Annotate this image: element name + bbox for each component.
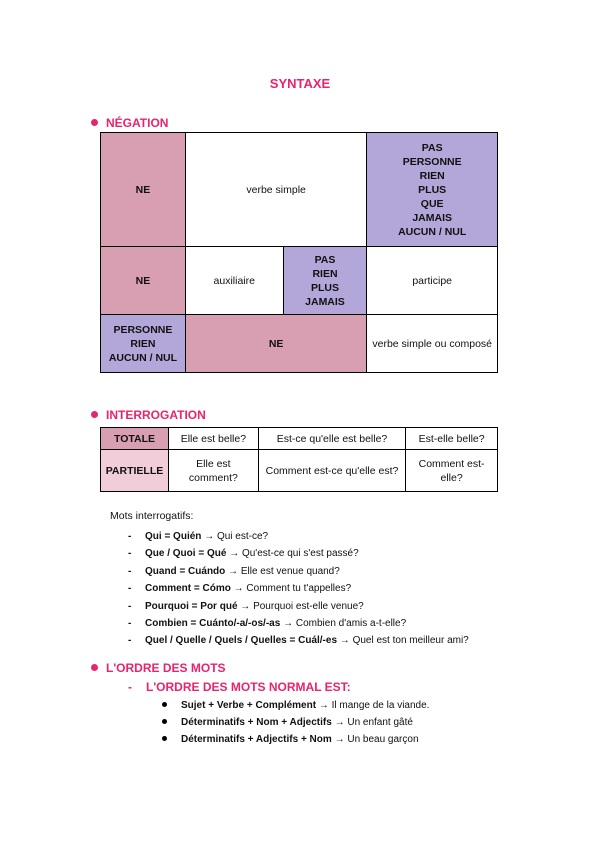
item-term: Quand = Cuándo (145, 565, 226, 577)
neg-r1-ne: NE (101, 133, 186, 247)
section-ordre-heading (91, 661, 226, 675)
ordre-heading-text: L'ORDRE DES MOTS (106, 661, 226, 675)
dash-marker: - (128, 565, 132, 577)
item-example: Elle est venue quand? (240, 565, 340, 577)
item-term: Comment = Cómo (145, 583, 231, 595)
list-item (162, 697, 429, 714)
interrogative-words-list (128, 528, 469, 650)
dash-marker: - (128, 548, 132, 560)
item-term: Pourquoi = Por qué (145, 600, 238, 612)
list-item (128, 580, 469, 597)
dash-marker: - (128, 617, 132, 629)
bullet-dot-icon (91, 411, 98, 418)
neg-r2-aux: auxiliaire (185, 247, 283, 315)
item-example: Comment tu t'appelles? (246, 583, 352, 595)
neg-r3-verb: verbe simple ou composé (367, 315, 498, 373)
list-item (128, 545, 469, 562)
item-example: Qui est-ce? (216, 531, 269, 542)
item-term: Quel / Quelle / Quels / Quelles = Cuál/-es (145, 635, 338, 647)
dash-marker: - (128, 635, 132, 647)
arrow-icon: → (283, 617, 294, 629)
dash-marker: - (128, 680, 132, 694)
list-item (162, 731, 429, 748)
interrogation-heading-text: INTERROGATION (106, 408, 206, 422)
neg-r2-ne: NE (101, 247, 186, 315)
ordre-subheading (128, 680, 351, 694)
bullet-dot-icon (162, 736, 167, 741)
neg-word: QUE (420, 197, 444, 210)
item-example: Qu'est-ce qui s'est passé? (241, 548, 359, 560)
neg-r1-words (367, 133, 498, 247)
interro-cell: Elle est comment? (168, 450, 258, 492)
item-term: Déterminatifs + Adjectifs + Nom (181, 734, 332, 745)
neg-word: AUCUN / NUL (108, 351, 178, 364)
item-example: Un beau garçon (347, 734, 419, 745)
neg-word: PERSONNE (113, 323, 173, 336)
neg-word: PLUS (310, 281, 339, 294)
neg-r2-words (283, 247, 367, 315)
interro-cell: Comment est-ce qu'elle est? (258, 450, 405, 492)
arrow-icon: → (339, 635, 350, 647)
neg-r2-participle: participe (367, 247, 498, 315)
neg-word: PAS (421, 141, 443, 154)
neg-word: PAS (314, 253, 336, 266)
neg-word: RIEN (419, 169, 445, 182)
ordre-subheading-text: L'ORDRE DES MOTS NORMAL EST: (146, 680, 351, 694)
interro-cell: Est-elle belle? (406, 428, 498, 450)
negation-heading-text: NÉGATION (106, 116, 169, 130)
interro-label-totale: TOTALE (101, 428, 169, 450)
item-term: Déterminatifs + Nom + Adjectifs (181, 717, 332, 728)
arrow-icon: → (240, 600, 251, 612)
item-example: Il mange de la viande. (331, 700, 430, 711)
page-title: SYNTAXE (269, 76, 331, 91)
dash-marker: - (128, 583, 132, 595)
item-term: Combien = Cuánto/-a/-os/-as (145, 617, 281, 629)
arrow-icon: → (204, 531, 215, 542)
interro-cell: Elle est belle? (168, 428, 258, 450)
arrow-icon: → (228, 565, 239, 577)
neg-word: PLUS (418, 183, 447, 196)
arrow-icon: → (334, 717, 345, 728)
list-item (162, 714, 429, 731)
interro-cell: Est-ce qu'elle est belle? (258, 428, 405, 450)
item-term: Qui = Quién (145, 531, 202, 542)
arrow-icon: → (229, 548, 240, 560)
negation-table (100, 132, 498, 373)
interro-label-partielle: PARTIELLE (101, 450, 169, 492)
bullet-dot-icon (91, 664, 98, 671)
list-item (128, 632, 469, 649)
list-item (128, 563, 469, 580)
section-interrogation-heading (91, 408, 206, 422)
arrow-icon: → (334, 734, 345, 745)
dash-marker: - (128, 531, 132, 542)
interro-cell: Comment est-elle? (406, 450, 498, 492)
item-example: Quel est ton meilleur ami? (352, 635, 469, 647)
list-item (128, 528, 469, 545)
neg-r3-subjects (101, 315, 186, 373)
list-item (128, 598, 469, 615)
list-item (128, 615, 469, 632)
neg-word: JAMAIS (412, 211, 453, 224)
dash-marker: - (128, 600, 132, 612)
neg-word: RIEN (130, 337, 156, 350)
neg-word: JAMAIS (305, 295, 345, 308)
neg-r3-ne: NE (185, 315, 366, 373)
mots-interrogatifs-label: Mots interrogatifs: (110, 510, 194, 522)
neg-word: PERSONNE (402, 155, 462, 168)
item-term: Que / Quoi = Qué (145, 548, 227, 560)
item-example: Pourquoi est-elle venue? (253, 600, 364, 612)
neg-r1-verb: verbe simple (185, 133, 366, 247)
bullet-dot-icon (162, 719, 167, 724)
arrow-icon: → (233, 583, 244, 595)
section-negation-heading (91, 116, 168, 130)
bullet-dot-icon (162, 702, 167, 707)
item-example: Un enfant gâté (347, 717, 413, 728)
bullet-dot-icon (91, 119, 98, 126)
word-order-list (162, 697, 429, 748)
arrow-icon: → (318, 700, 329, 711)
interrogation-table (100, 427, 498, 492)
item-example: Combien d'amis a-t-elle? (295, 617, 407, 629)
neg-word: AUCUN / NUL (398, 225, 467, 238)
item-term: Sujet + Verbe + Complément (181, 700, 317, 711)
neg-word: RIEN (312, 267, 338, 280)
